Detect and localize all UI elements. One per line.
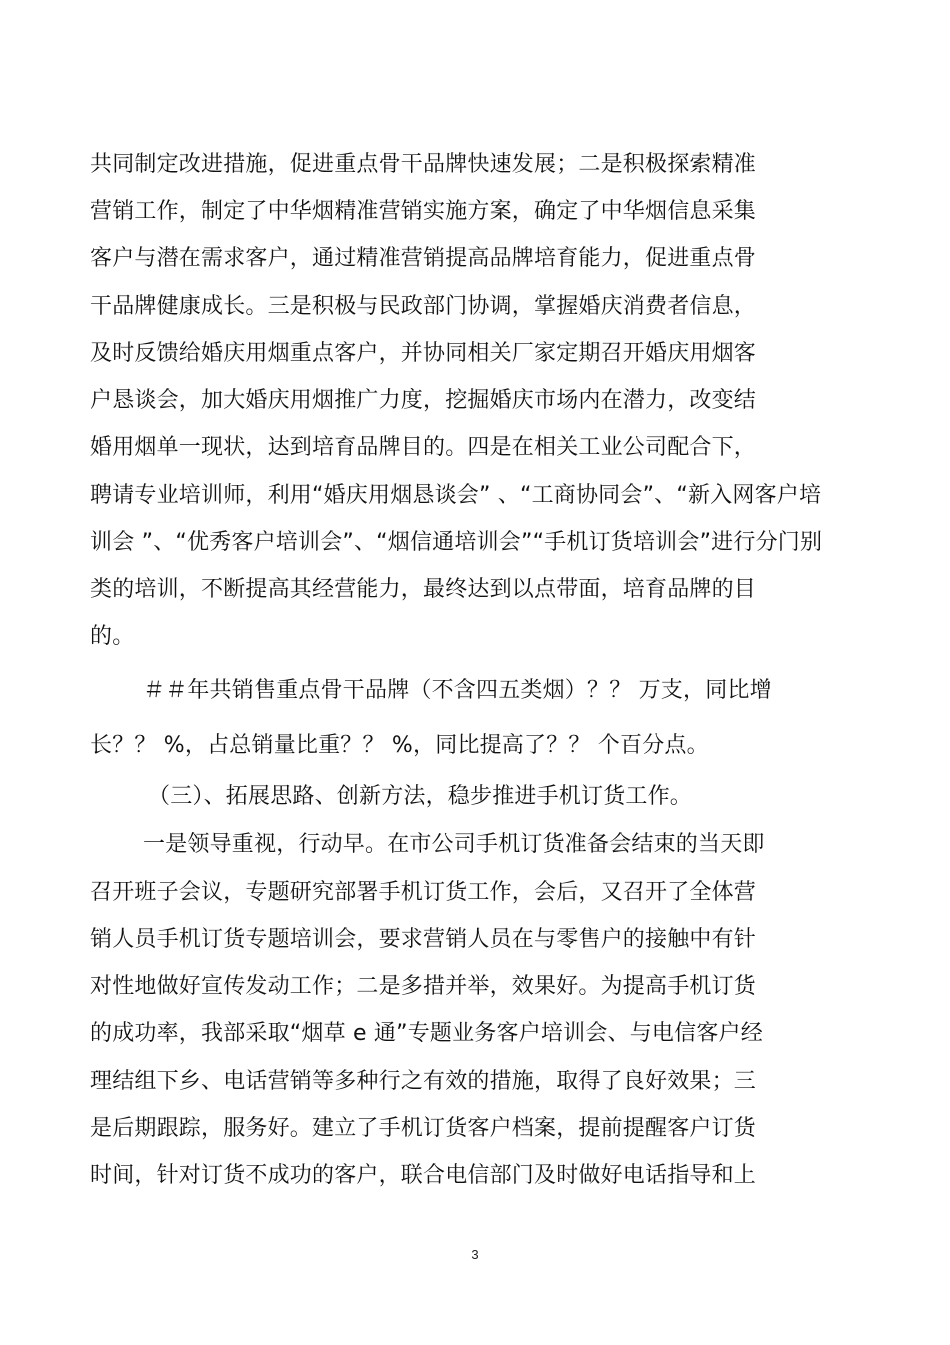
text-line-12: ＃＃年共销售重点骨干品牌（不含四五类烟）？？ 万支，同比增 bbox=[143, 678, 772, 703]
text-line-6: 户恳谈会，加大婚庆用烟推广力度，挖掘婚庆市场内在潜力，改变结 bbox=[90, 388, 757, 413]
text-line-13: 长？？ %，占总销量比重？？ %，同比提高了？？ 个百分点。 bbox=[90, 733, 709, 758]
text-line-7: 婚用烟单一现状，达到培育品牌目的。四是在相关工业公司配合下， bbox=[90, 435, 757, 460]
text-line-1: 共同制定改进措施，促进重点骨干品牌快速发展；二是积极探索精准 bbox=[90, 152, 757, 177]
text-line-15: 一是领导重视，行动早。在市公司手机订货准备会结束的当天即 bbox=[143, 832, 765, 857]
text-line-21: 是后期跟踪，服务好。建立了手机订货客户档案，提前提醒客户订货 bbox=[90, 1116, 757, 1141]
text-line-19: 的成功率，我部采取“烟草 e 通”专题业务客户培训会、与电信客户经 bbox=[90, 1021, 763, 1046]
text-line-9: 训会 ”、“优秀客户培训会”、“烟信通培训会”“手机订货培训会”进行分门别 bbox=[90, 530, 823, 555]
text-line-20: 理结组下乡、电话营销等多种行之有效的措施，取得了良好效果；三 bbox=[90, 1069, 757, 1094]
text-line-8: 聘请专业培训师，利用“婚庆用烟恳谈会” 、“工商协同会”、“新入网客户培 bbox=[90, 483, 822, 508]
text-line-4: 干品牌健康成长。三是积极与民政部门协调，掌握婚庆消费者信息， bbox=[90, 294, 757, 319]
text-line-18: 对性地做好宣传发动工作；二是多措并举，效果好。为提高手机订货 bbox=[90, 974, 757, 999]
text-line-3: 客户与潜在需求客户，通过精准营销提高品牌培育能力，促进重点骨 bbox=[90, 246, 757, 271]
text-line-2: 营销工作，制定了中华烟精准营销实施方案，确定了中华烟信息采集 bbox=[90, 199, 757, 224]
section-heading: （三）、拓展思路、创新方法，稳步推进手机订货工作。 bbox=[148, 784, 693, 809]
text-line-16: 召开班子会议，专题研究部署手机订货工作，会后，又召开了全体营 bbox=[90, 880, 757, 905]
text-line-17: 销人员手机订货专题培训会，要求营销人员在与零售户的接触中有针 bbox=[90, 927, 757, 952]
text-line-11: 的。 bbox=[90, 624, 135, 649]
page-number: 3 bbox=[471, 1247, 479, 1262]
text-line-5: 及时反馈给婚庆用烟重点客户，并协同相关厂家定期召开婚庆用烟客 bbox=[90, 341, 757, 366]
text-line-22: 时间，针对订货不成功的客户，联合电信部门及时做好电话指导和上 bbox=[90, 1163, 757, 1188]
text-line-10: 类的培训，不断提高其经营能力，最终达到以点带面，培育品牌的目 bbox=[90, 577, 757, 602]
